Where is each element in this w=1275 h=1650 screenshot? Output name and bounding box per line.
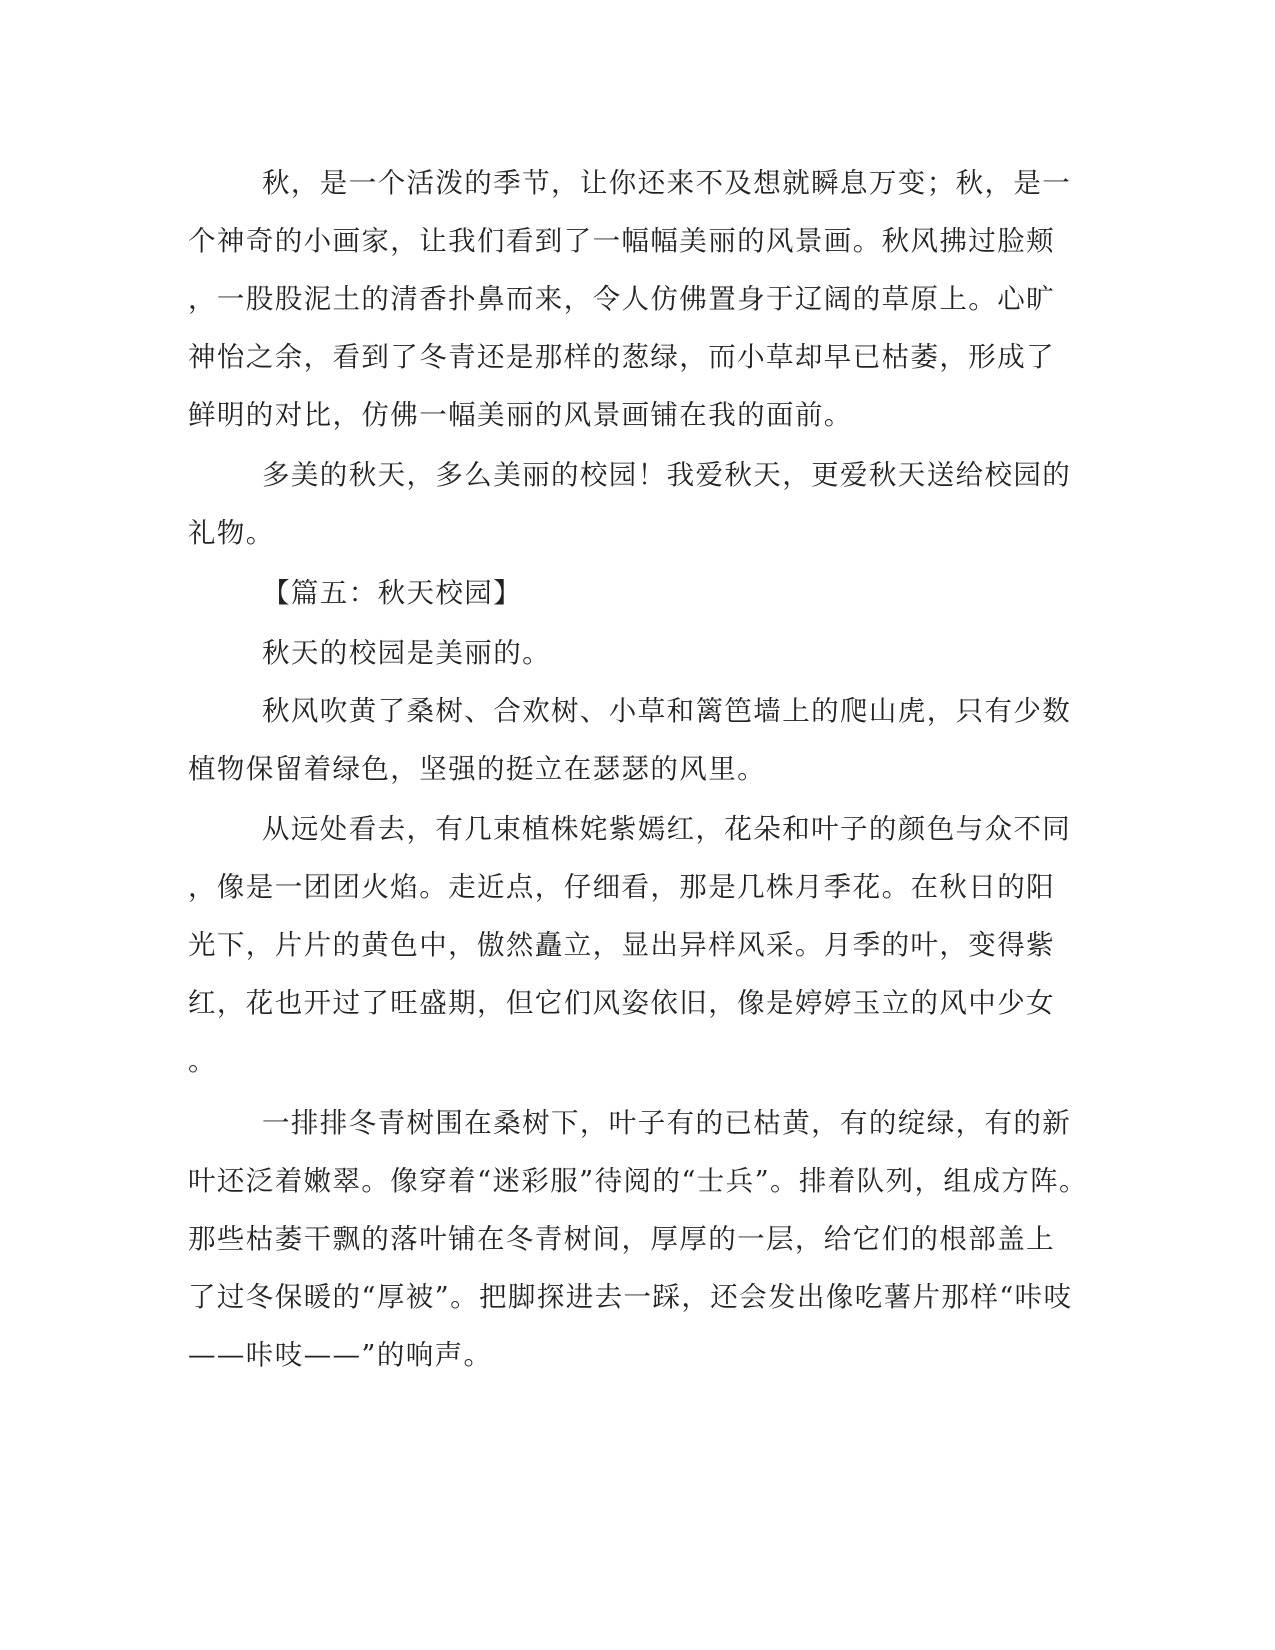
paragraph-line: 从远处看去，有几束植株姹紫嫣红，花朵和叶子的颜色与众不同 bbox=[262, 813, 1072, 845]
paragraph-line: 秋风吹黄了桑树、合欢树、小草和篱笆墙上的爬山虎，只有少数 bbox=[262, 695, 1072, 727]
paragraph-line: 鲜明的对比，仿佛一幅美丽的风景画铺在我的面前。 bbox=[188, 399, 853, 431]
paragraph-line: 多美的秋天，多么美丽的校园！我爱秋天，更爱秋天送给校园的 bbox=[262, 459, 1072, 491]
paragraph-line: ，像是一团团火焰。走近点，仔细看，那是几株月季花。在秋日的阳 bbox=[188, 871, 1055, 903]
paragraph-line: ——咔吱——”的响声。 bbox=[188, 1339, 493, 1371]
paragraph-line: 秋天的校园是美丽的。 bbox=[262, 637, 551, 669]
paragraph-line: 了过冬保暖的“厚被”。把脚探进去一踩，还会发出像吃薯片那样“咔吱 bbox=[188, 1281, 1073, 1313]
paragraph-line: 叶还泛着嫩翠。像穿着“迷彩服”待阅的“士兵”。排着队列，组成方阵。 bbox=[188, 1165, 1088, 1197]
paragraph-line: 。 bbox=[188, 1045, 217, 1077]
section-heading: 【篇五：秋天校园】 bbox=[262, 577, 523, 609]
paragraph-line: 红，花也开过了旺盛期，但它们风姿依旧，像是婷婷玉立的风中少女 bbox=[188, 987, 1055, 1019]
paragraph-line: 光下，片片的黄色中，傲然矗立，显出异样风采。月季的叶，变得紫 bbox=[188, 929, 1055, 961]
paragraph-line: 植物保留着绿色，坚强的挺立在瑟瑟的风里。 bbox=[188, 753, 766, 785]
paragraph-line: 那些枯萎干飘的落叶铺在冬青树间，厚厚的一层，给它们的根部盖上 bbox=[188, 1223, 1055, 1255]
paragraph-line: ，一股股泥土的清香扑鼻而来，令人仿佛置身于辽阔的草原上。心旷 bbox=[188, 283, 1055, 315]
paragraph-line: 个神奇的小画家，让我们看到了一幅幅美丽的风景画。秋风拂过脸颊 bbox=[188, 225, 1055, 257]
paragraph-line: 神怡之余，看到了冬青还是那样的葱绿，而小草却早已枯萎，形成了 bbox=[188, 341, 1055, 373]
paragraph-line: 一排排冬青树围在桑树下，叶子有的已枯黄，有的绽绿，有的新 bbox=[262, 1107, 1072, 1139]
paragraph-line: 礼物。 bbox=[188, 517, 275, 549]
paragraph-line: 秋，是一个活泼的季节，让你还来不及想就瞬息万变；秋，是一 bbox=[262, 167, 1072, 199]
